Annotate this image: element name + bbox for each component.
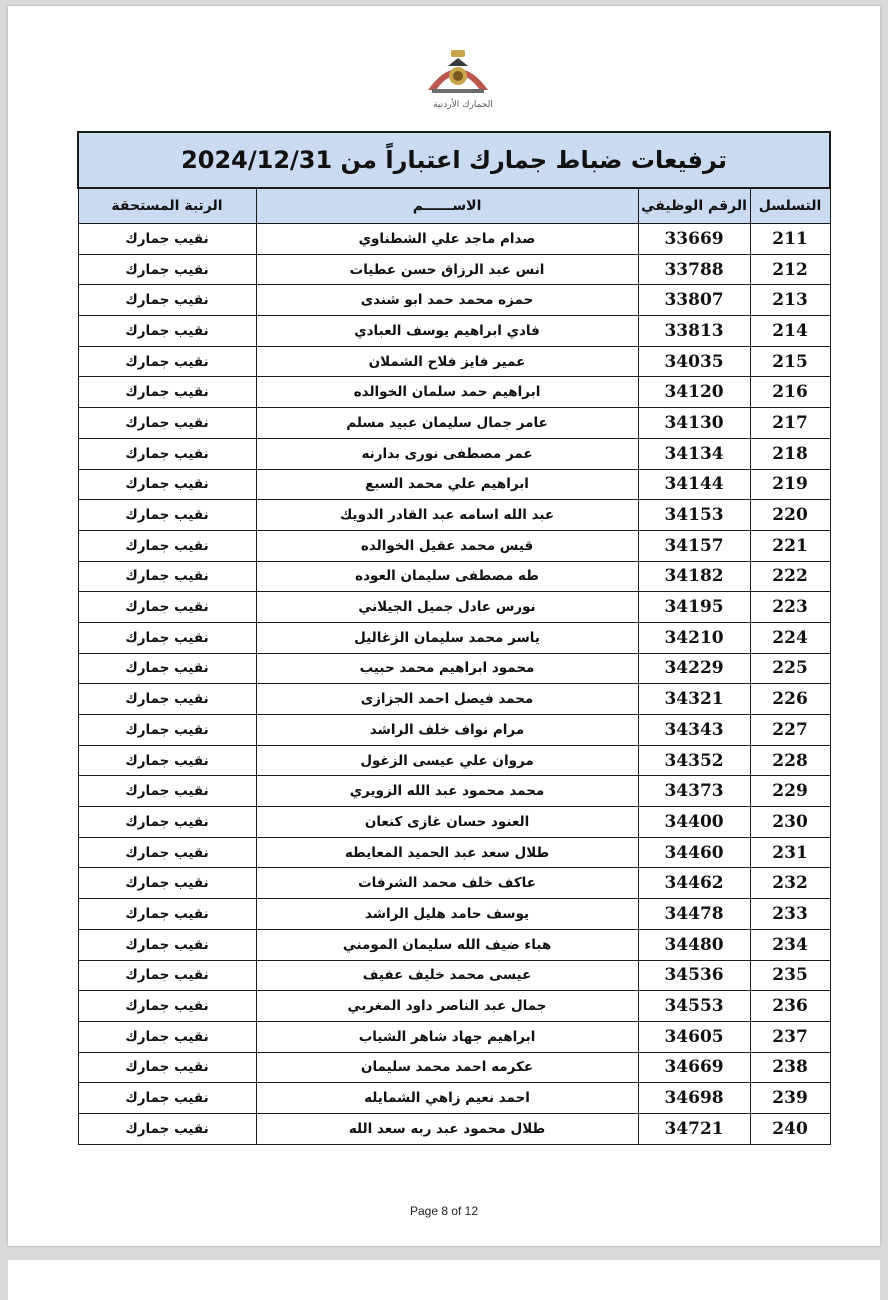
cell-serial: 225 [750, 653, 830, 684]
cell-serial: 240 [750, 1113, 830, 1144]
cell-name: محمود ابراهيم محمد حبيب [256, 653, 638, 684]
table-row [78, 807, 830, 838]
cell-serial: 215 [750, 346, 830, 377]
cell-name: مروان علي عيسى الزغول [256, 745, 638, 776]
cell-serial: 228 [750, 745, 830, 776]
cell-employee-id: 34460 [638, 837, 750, 868]
cell-rank: نقيب جمارك [78, 254, 256, 285]
table-row [78, 837, 830, 868]
table-row [78, 224, 830, 255]
cell-employee-id: 33788 [638, 254, 750, 285]
cell-employee-id: 34373 [638, 776, 750, 807]
cell-employee-id: 34536 [638, 960, 750, 991]
table-row [78, 745, 830, 776]
cell-employee-id: 33807 [638, 285, 750, 316]
cell-employee-id: 34462 [638, 868, 750, 899]
table-header-row [78, 188, 830, 224]
cell-name: هباء ضيف الله سليمان المومني [256, 929, 638, 960]
cell-employee-id: 34134 [638, 438, 750, 469]
table-row [78, 285, 830, 316]
promotions-table [77, 131, 831, 1145]
cell-name: محمد محمود عبد الله الزويري [256, 776, 638, 807]
cell-name: ياسر محمد سليمان الزغاليل [256, 622, 638, 653]
header-employee-id: الرقم الوظيفي [638, 188, 750, 224]
cell-serial: 224 [750, 622, 830, 653]
cell-employee-id: 34130 [638, 408, 750, 439]
cell-serial: 236 [750, 991, 830, 1022]
cell-name: ابراهيم حمد سلمان الخوالده [256, 377, 638, 408]
cell-employee-id: 34229 [638, 653, 750, 684]
table-row [78, 899, 830, 930]
cell-rank: نقيب جمارك [78, 408, 256, 439]
cell-employee-id: 34553 [638, 991, 750, 1022]
cell-serial: 235 [750, 960, 830, 991]
cell-name: عاكف خلف محمد الشرفات [256, 868, 638, 899]
table-row [78, 377, 830, 408]
cell-name: نورس عادل جميل الجيلاني [256, 592, 638, 623]
cell-rank: نقيب جمارك [78, 1021, 256, 1052]
cell-serial: 220 [750, 500, 830, 531]
cell-employee-id: 34343 [638, 715, 750, 746]
cell-rank: نقيب جمارك [78, 224, 256, 255]
table-row [78, 346, 830, 377]
cell-serial: 221 [750, 530, 830, 561]
cell-name: ابراهيم علي محمد السبع [256, 469, 638, 500]
cell-rank: نقيب جمارك [78, 715, 256, 746]
cell-employee-id: 34352 [638, 745, 750, 776]
cell-serial: 239 [750, 1083, 830, 1114]
cell-rank: نقيب جمارك [78, 561, 256, 592]
cell-rank: نقيب جمارك [78, 653, 256, 684]
cell-serial: 217 [750, 408, 830, 439]
cell-employee-id: 34321 [638, 684, 750, 715]
cell-rank: نقيب جمارك [78, 622, 256, 653]
cell-name: عمر مصطفى نورى بدارنه [256, 438, 638, 469]
cell-employee-id: 34400 [638, 807, 750, 838]
cell-name: جمال عبد الناصر داود المغربي [256, 991, 638, 1022]
next-page-edge [8, 1260, 880, 1300]
table-row [78, 438, 830, 469]
cell-name: حمزه محمد حمد ابو شندى [256, 285, 638, 316]
emblem-caption: الجمارك الأردنية [433, 100, 493, 110]
table-row [78, 1021, 830, 1052]
table-row [78, 1113, 830, 1144]
table-row [78, 1083, 830, 1114]
cell-employee-id: 34669 [638, 1052, 750, 1083]
table-body [78, 224, 830, 1145]
header-name: الاســــــم [256, 188, 638, 224]
cell-serial: 229 [750, 776, 830, 807]
cell-name: يوسف حامد هليل الراشد [256, 899, 638, 930]
header-serial: التسلسل [750, 188, 830, 224]
cell-rank: نقيب جمارك [78, 500, 256, 531]
cell-employee-id: 34144 [638, 469, 750, 500]
cell-serial: 211 [750, 224, 830, 255]
cell-name: احمد نعيم زاهي الشمايله [256, 1083, 638, 1114]
cell-name: فادي ابراهيم يوسف العبادي [256, 316, 638, 347]
cell-name: عيسى محمد خليف عفيف [256, 960, 638, 991]
cell-employee-id: 33813 [638, 316, 750, 347]
cell-rank: نقيب جمارك [78, 960, 256, 991]
cell-employee-id: 34605 [638, 1021, 750, 1052]
cell-serial: 238 [750, 1052, 830, 1083]
page-number: Page 8 of 12 [409, 1204, 479, 1218]
document-page [8, 6, 880, 1246]
table-row [78, 715, 830, 746]
table-row [78, 653, 830, 684]
table-row [78, 622, 830, 653]
cell-name: عامر جمال سليمان عبيد مسلم [256, 408, 638, 439]
table-row [78, 408, 830, 439]
cell-serial: 213 [750, 285, 830, 316]
cell-employee-id: 34035 [638, 346, 750, 377]
table-row [78, 469, 830, 500]
table-row [78, 776, 830, 807]
cell-rank: نقيب جمارك [78, 991, 256, 1022]
cell-name: عبد الله اسامه عبد القادر الدويك [256, 500, 638, 531]
cell-rank: نقيب جمارك [78, 316, 256, 347]
cell-rank: نقيب جمارك [78, 1113, 256, 1144]
cell-rank: نقيب جمارك [78, 438, 256, 469]
cell-employee-id: 34182 [638, 561, 750, 592]
cell-employee-id: 34698 [638, 1083, 750, 1114]
table-row [78, 929, 830, 960]
cell-employee-id: 34153 [638, 500, 750, 531]
table-row [78, 254, 830, 285]
table-row [78, 561, 830, 592]
cell-rank: نقيب جمارك [78, 929, 256, 960]
cell-serial: 227 [750, 715, 830, 746]
cell-rank: نقيب جمارك [78, 469, 256, 500]
table-row [78, 868, 830, 899]
table-row [78, 500, 830, 531]
cell-rank: نقيب جمارك [78, 530, 256, 561]
cell-serial: 214 [750, 316, 830, 347]
cell-rank: نقيب جمارك [78, 837, 256, 868]
cell-name: محمد فيصل احمد الجزازى [256, 684, 638, 715]
cell-rank: نقيب جمارك [78, 1083, 256, 1114]
cell-name: طه مصطفى سليمان العوده [256, 561, 638, 592]
cell-employee-id: 34480 [638, 929, 750, 960]
cell-rank: نقيب جمارك [78, 285, 256, 316]
promotions-table-container [77, 131, 829, 1145]
cell-rank: نقيب جمارك [78, 1052, 256, 1083]
cell-serial: 234 [750, 929, 830, 960]
header-rank: الرتبة المستحقة [78, 188, 256, 224]
cell-serial: 237 [750, 1021, 830, 1052]
cell-serial: 233 [750, 899, 830, 930]
cell-name: صدام ماجد علي الشطناوي [256, 224, 638, 255]
cell-name: العنود حسان غازى كنعان [256, 807, 638, 838]
cell-employee-id: 33669 [638, 224, 750, 255]
cell-rank: نقيب جمارك [78, 868, 256, 899]
cell-rank: نقيب جمارك [78, 776, 256, 807]
jordan-customs-emblem-icon [418, 46, 498, 96]
cell-serial: 231 [750, 837, 830, 868]
cell-name: انس عبد الرزاق حسن عطيات [256, 254, 638, 285]
cell-name: طلال سعد عبد الحميد المعايطه [256, 837, 638, 868]
cell-employee-id: 34721 [638, 1113, 750, 1144]
cell-rank: نقيب جمارك [78, 346, 256, 377]
table-row [78, 530, 830, 561]
cell-serial: 226 [750, 684, 830, 715]
table-title: ترفيعات ضباط جمارك اعتباراً من 2024/12/31 [78, 132, 830, 188]
cell-name: عكرمه احمد محمد سليمان [256, 1052, 638, 1083]
cell-employee-id: 34478 [638, 899, 750, 930]
cell-employee-id: 34195 [638, 592, 750, 623]
cell-serial: 216 [750, 377, 830, 408]
cell-serial: 230 [750, 807, 830, 838]
cell-serial: 222 [750, 561, 830, 592]
cell-name: عمير فايز فلاح الشملان [256, 346, 638, 377]
cell-name: ابراهيم جهاد شاهر الشياب [256, 1021, 638, 1052]
cell-serial: 223 [750, 592, 830, 623]
cell-rank: نقيب جمارك [78, 684, 256, 715]
cell-rank: نقيب جمارك [78, 899, 256, 930]
cell-rank: نقيب جمارك [78, 377, 256, 408]
table-row [78, 592, 830, 623]
table-row [78, 316, 830, 347]
table-row [78, 1052, 830, 1083]
cell-rank: نقيب جمارك [78, 592, 256, 623]
cell-rank: نقيب جمارك [78, 745, 256, 776]
cell-name: مرام نواف خلف الراشد [256, 715, 638, 746]
cell-serial: 232 [750, 868, 830, 899]
cell-serial: 212 [750, 254, 830, 285]
cell-name: طلال محمود عبد ربه سعد الله [256, 1113, 638, 1144]
table-row [78, 684, 830, 715]
cell-employee-id: 34120 [638, 377, 750, 408]
cell-rank: نقيب جمارك [78, 807, 256, 838]
table-row [78, 991, 830, 1022]
cell-name: قيس محمد عقيل الخوالده [256, 530, 638, 561]
cell-employee-id: 34210 [638, 622, 750, 653]
cell-serial: 218 [750, 438, 830, 469]
cell-serial: 219 [750, 469, 830, 500]
table-row [78, 960, 830, 991]
cell-employee-id: 34157 [638, 530, 750, 561]
